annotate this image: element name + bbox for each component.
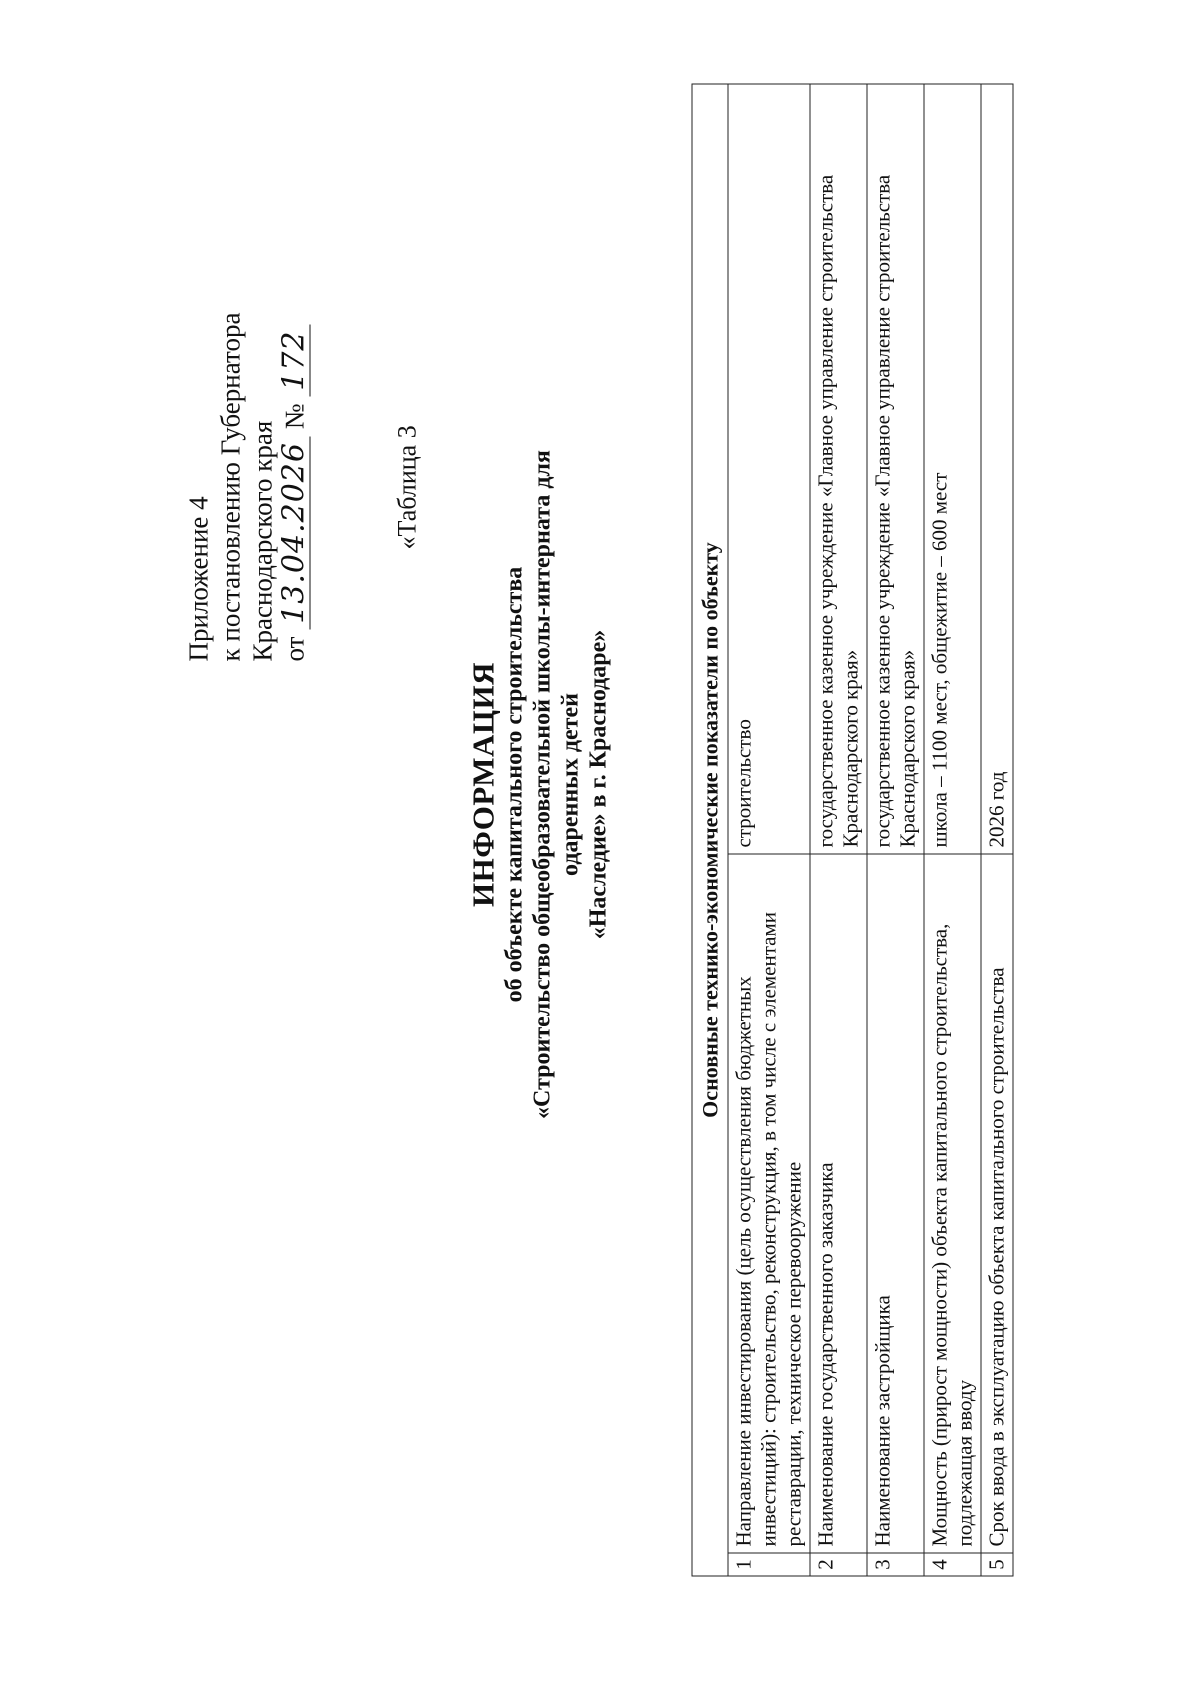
title-block [467, 395, 613, 1175]
row-number: 3 [867, 1553, 924, 1576]
row-number: 1 [728, 1553, 810, 1576]
appendix-reference: к постановлению Губернатора [215, 312, 246, 662]
row-value: строительство [728, 84, 810, 854]
row-name: Срок ввода в эксплуатацию объекта капитального строительства [981, 854, 1013, 1553]
row-name: Наименование застройщика [867, 854, 924, 1553]
table-row [810, 84, 867, 1576]
appendix-title: Приложение 4 [183, 496, 214, 662]
table-row [728, 84, 810, 1576]
table-row [981, 84, 1013, 1576]
row-value: государственное казенное учреждение «Главное управление строительства Краснодарского края» [867, 84, 924, 854]
row-value: школа – 1100 мест, общежитие – 600 мест [924, 84, 981, 854]
table-row [867, 84, 924, 1576]
row-number: 5 [981, 1553, 1013, 1576]
row-number: 2 [810, 1553, 867, 1576]
appendix-region: Краснодарского края [247, 420, 278, 662]
table-row [924, 84, 981, 1576]
rotated-sheet [1, 0, 1200, 1695]
indicators-table [692, 84, 1014, 1577]
row-name: Направление инвестирования (цель осуществления бюджетных инвестиций): строительство, реконструкция, в том числе с элементами реставрации, техническое перевооружение [728, 854, 810, 1553]
row-name: Наименование государственного заказчика [810, 854, 867, 1553]
row-value: государственное казенное учреждение «Главное управление строительства Краснодарского края» [810, 84, 867, 854]
handwritten-number: 172 [280, 324, 311, 396]
from-prefix: от [279, 636, 310, 662]
title-line-1: об объекте капитального строительства [501, 566, 528, 1003]
table-caption: «Таблица 3 [392, 425, 422, 550]
title-line-2: «Строительство общеобразовательной школы-интерната для одаренных детей [529, 450, 584, 1119]
table-header: Основные технико-экономические показатели по объекту [692, 84, 728, 1576]
row-value: 2026 год [981, 84, 1013, 854]
number-prefix: № [279, 403, 310, 430]
table-header-row [692, 84, 728, 1576]
row-number: 4 [924, 1553, 981, 1576]
row-name: Мощность (прирост мощности) объекта капитального строительства, подлежащая вводу [924, 854, 981, 1553]
title-line-3: «Наследие» в г. Краснодаре» [585, 629, 612, 940]
handwritten-date: 13.04.2026 [280, 436, 311, 630]
appendix-block [183, 313, 311, 662]
document-heading: ИНФОРМАЦИЯ [465, 662, 501, 907]
appendix-date-line [276, 313, 312, 662]
